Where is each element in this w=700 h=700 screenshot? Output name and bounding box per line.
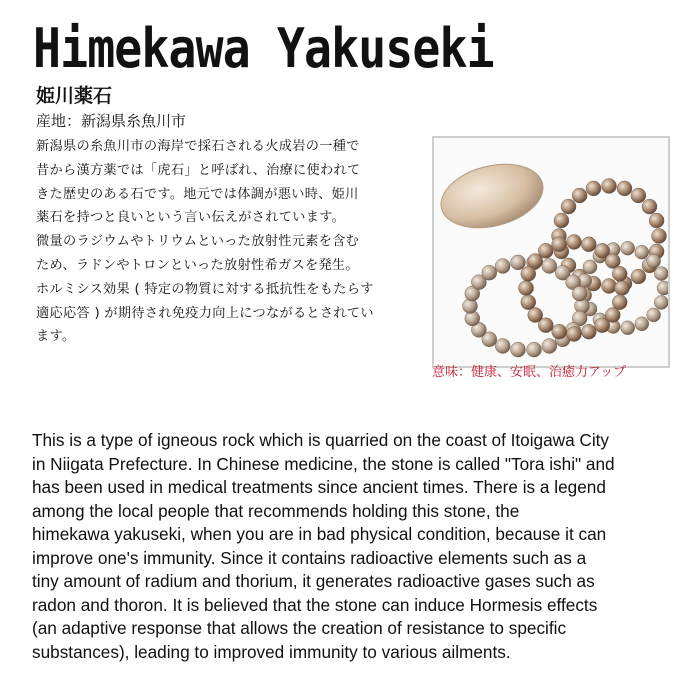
bead [612, 266, 627, 281]
jp-line: 昔から漢方薬では「虎石」と呼ばれ、治療に使われて [36, 162, 361, 178]
jp-line: 新潟県の糸魚川市の海岸で採石される火成岩の一種で [36, 139, 360, 154]
bead [621, 321, 635, 335]
meaning-caption: 意味：健康、安眠、治癒力アップ [432, 365, 627, 380]
bead [561, 199, 576, 214]
bead [631, 269, 646, 284]
bead [647, 308, 661, 322]
bead [542, 259, 557, 274]
bead [657, 281, 668, 295]
bead [567, 327, 582, 342]
bead [567, 235, 582, 250]
jp-line: 微量のラジウムやトリウムといった放射性元素を含む [36, 234, 360, 250]
origin-label: 産地：新潟県糸魚川市 [36, 112, 187, 130]
bead [617, 181, 632, 196]
bead [572, 286, 587, 301]
bead [521, 266, 536, 281]
bead [583, 260, 597, 274]
japanese-description [36, 135, 408, 349]
bead [572, 188, 587, 203]
bead [552, 237, 567, 252]
bead [542, 339, 557, 354]
en-line: substances), leading to improved immunity to various ailments. [32, 641, 511, 662]
en-line: has been used in medical treatments since ancient times. There is a legend [32, 477, 606, 497]
bead [554, 213, 569, 228]
jp-line: きた歴史のある石です。地元では体調が悪い時、姫川 [36, 186, 359, 202]
en-line: among the local people that recommends holding this stone, the [32, 500, 520, 521]
bead [635, 317, 649, 331]
product-photo [432, 136, 670, 368]
bead [602, 179, 617, 194]
bead [595, 318, 610, 333]
page-title: Himekawa Yakuseki [33, 17, 494, 80]
jp-line: ホルミシス効果 ( 特定の物質に対する抵抗性をもたらす [36, 281, 374, 297]
bead [649, 213, 664, 228]
bead [495, 339, 510, 354]
bead [635, 245, 649, 259]
bead [612, 295, 627, 310]
bead [528, 308, 543, 323]
bead [581, 324, 596, 339]
bead [495, 259, 510, 274]
bead [654, 267, 668, 281]
bead [602, 279, 617, 294]
bead [482, 265, 497, 280]
bead [538, 243, 553, 258]
bead [511, 342, 526, 357]
en-line: in Niigata Prefecture. In Chinese medicine, the stone is called "Tora ishi" and [32, 453, 615, 474]
japanese-title: 姫川薬石 [36, 85, 113, 107]
bead [586, 181, 601, 196]
bead [605, 254, 620, 269]
bead [642, 199, 657, 214]
bead [519, 281, 534, 296]
bead [652, 229, 667, 244]
en-line: improve one's immunity. Since it contains radioactive elements such as a [32, 547, 587, 568]
bead [552, 324, 567, 339]
jp-line: 適応応答 ) が期待され免疫力向上につながるとされてい [36, 305, 374, 321]
bead [511, 255, 526, 270]
jp-line: 薬石を持つと良いという言い伝えがされています。 [36, 210, 346, 226]
bead [654, 295, 668, 309]
jp-line: ます。 [36, 329, 76, 345]
en-line: radon and thoron. It is believed that the stone can induce Hormesis effects [32, 594, 598, 615]
english-description [32, 429, 682, 664]
bead [527, 342, 542, 357]
jp-line: ため、ラドンやトロンといった放射性希ガスを発生。 [36, 257, 359, 273]
raw-stone [434, 154, 549, 237]
en-line: This is a type of igneous rock which is quarried on the coast of Itoigawa City [32, 430, 610, 450]
en-line: himekawa yakuseki, when you are in bad physical condition, because it can [32, 524, 607, 544]
bead [621, 241, 635, 255]
en-line: (an adaptive response that allows the creation of resistance to specific [32, 618, 567, 638]
bead [581, 237, 596, 252]
bead [615, 281, 630, 296]
en-line: tiny amount of radium and thorium, it generates radioactive gases such as [32, 571, 595, 591]
bead [647, 254, 661, 268]
stone-bracelet-icon [434, 138, 668, 366]
bead [521, 295, 536, 310]
bead [631, 188, 646, 203]
